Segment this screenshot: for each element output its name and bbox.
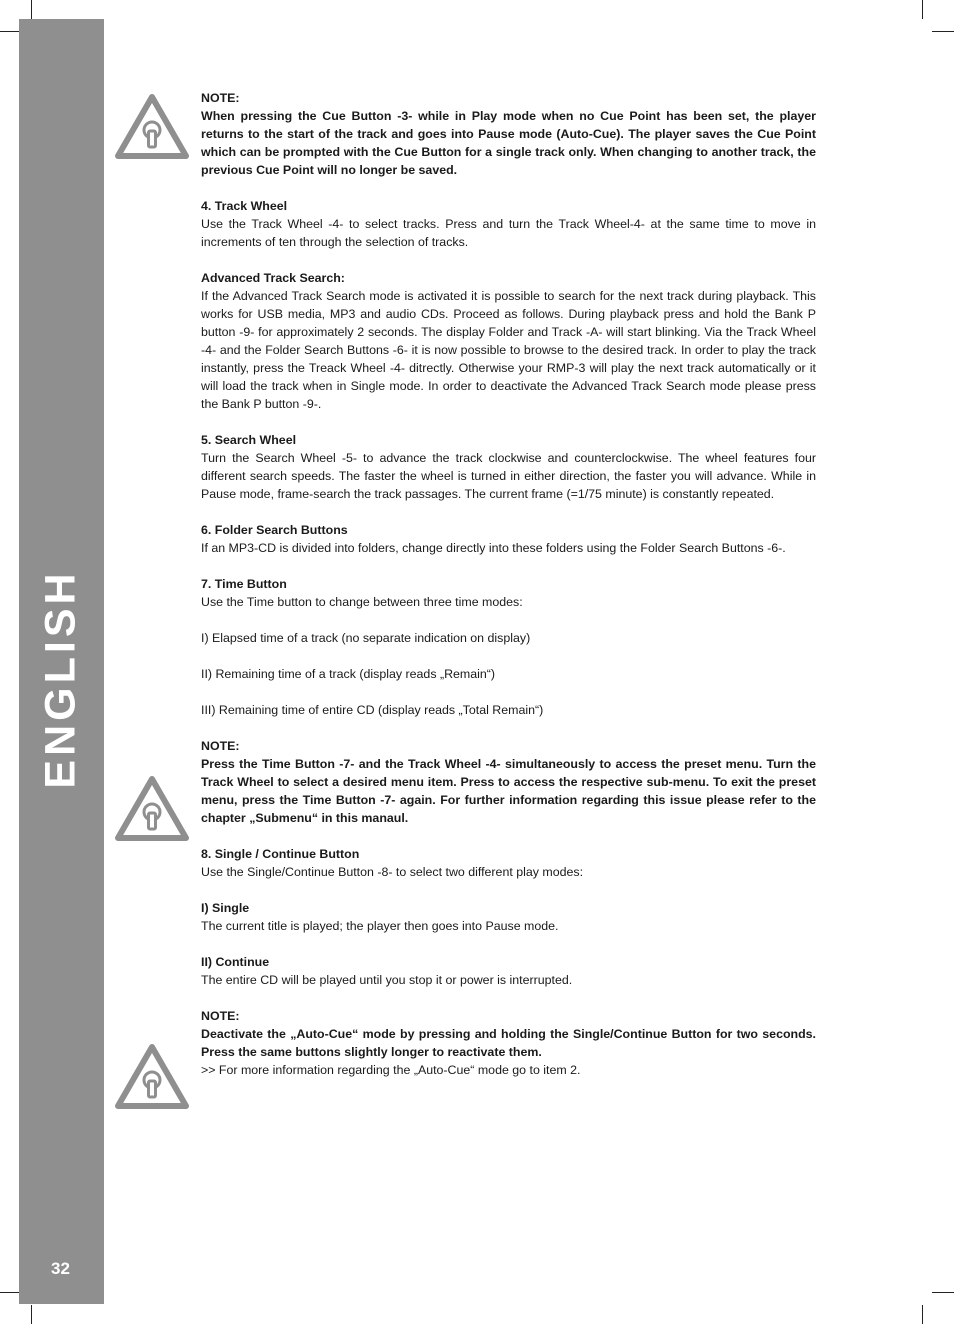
note-block [201,89,816,179]
section-heading: 8. Single / Continue Button [201,847,360,861]
mode-single [201,899,816,935]
note-text: Press the Time Button -7- and the Track Wheel -4- simultaneously to access the preset menu. Turn the Track Wheel to select a desired menu item. Press to access the respective sub-menu. To exit the preset menu, press the Time Button -7- again. For further information regarding this issue please refer to the chapter „Submenu“ in this manaul. [201,757,816,825]
warning-triangle-icon [114,775,190,843]
section-advanced-search [201,269,816,413]
note-label: NOTE: [201,1009,240,1023]
note-block [201,1007,816,1079]
section-folder-search [201,521,816,557]
section-time-button [201,575,816,611]
note-text: When pressing the Cue Button -3- while in Play mode when no Cue Point has been set, the player returns to the start of the track and goes into Pause mode (Auto-Cue). The player saves the Cue Point which can be prompted with the Cue Button for a single track only. When changing to another track, the previous Cue Point will no longer be saved. [201,109,816,177]
time-mode-item: II) Remaining time of a track (display reads „Remain“) [201,667,496,681]
language-label: ENGLISH [36,569,85,789]
manual-content [201,89,816,1097]
section-search-wheel [201,431,816,503]
mode-heading: II) Continue [201,955,270,969]
crop-mark [31,0,32,19]
section-heading: 6. Folder Search Buttons [201,523,348,537]
time-mode-item: I) Elapsed time of a track (no separate indication on display) [201,631,531,645]
section-text: Use the Track Wheel -4- to select tracks. Press and turn the Track Wheel-4- at the same time to move in increments of ten through the selection of tracks. [201,217,816,249]
crop-mark [0,31,19,32]
note-label: NOTE: [201,739,240,753]
section-text: If an MP3-CD is divided into folders, change directly into these folders using the Folder Search Buttons -6-. [201,541,786,555]
language-sidebar [19,19,104,1304]
mode-heading: I) Single [201,901,250,915]
language-label-wrap [19,19,104,1304]
crop-mark [0,1292,19,1293]
crop-mark [922,0,923,19]
crop-mark [932,31,954,32]
time-mode-item: III) Remaining time of entire CD (display reads „Total Remain“) [201,703,544,717]
note-text: Deactivate the „Auto-Cue“ mode by pressing and holding the Single/Continue Button for two seconds. Press the same buttons slightly longer to reactivate them. [201,1027,816,1059]
section-heading: 4. Track Wheel [201,199,288,213]
section-text: Turn the Search Wheel -5- to advance the track clockwise and counterclockwise. The wheel features four different search speeds. The faster the wheel is turned in either direction, the faster you will advance. While in Pause mode, frame-search the track passages. The current frame (=1/75 minute) is constantly repeated. [201,451,816,501]
mode-text: The entire CD will be played until you stop it or power is interrupted. [201,973,573,987]
note-reference: >> For more information regarding the „Auto-Cue“ mode go to item 2. [201,1063,581,1077]
section-heading: 7. Time Button [201,577,287,591]
crop-mark [932,1292,954,1293]
mode-text: The current title is played; the player then goes into Pause mode. [201,919,559,933]
section-heading: 5. Search Wheel [201,433,297,447]
section-heading: Advanced Track Search: [201,271,345,285]
section-single-continue [201,845,816,881]
warning-triangle-icon [114,1043,190,1111]
crop-mark [31,1305,32,1324]
note-label: NOTE: [201,91,240,105]
page-number: 32 [51,1259,70,1278]
warning-triangle-icon [114,93,190,161]
note-block [201,737,816,827]
mode-continue [201,953,816,989]
section-track-wheel [201,197,816,251]
section-text: If the Advanced Track Search mode is activated it is possible to search for the next track during playback. This works for USB media, MP3 and audio CDs. Proceed as follows. During playback press and hold the Bank P button -9- for approximately 2 seconds. The display Folder and Track -A- will start blinking. Via the Track Wheel -4- and the Folder Search Buttons -6- it is now possible to browse to the desired track. In order to play the track instantly, press the Treack Wheel -4- ditrectly. Otherwise your RMP-3 will play the next track automatically or it will load the track when in Single mode. In order to deactivate the Advanced Track Search mode please press the Bank P button -9-. [201,289,816,411]
crop-mark [922,1305,923,1324]
section-text: Use the Time button to change between three time modes: [201,595,523,609]
section-text: Use the Single/Continue Button -8- to select two different play modes: [201,865,584,879]
